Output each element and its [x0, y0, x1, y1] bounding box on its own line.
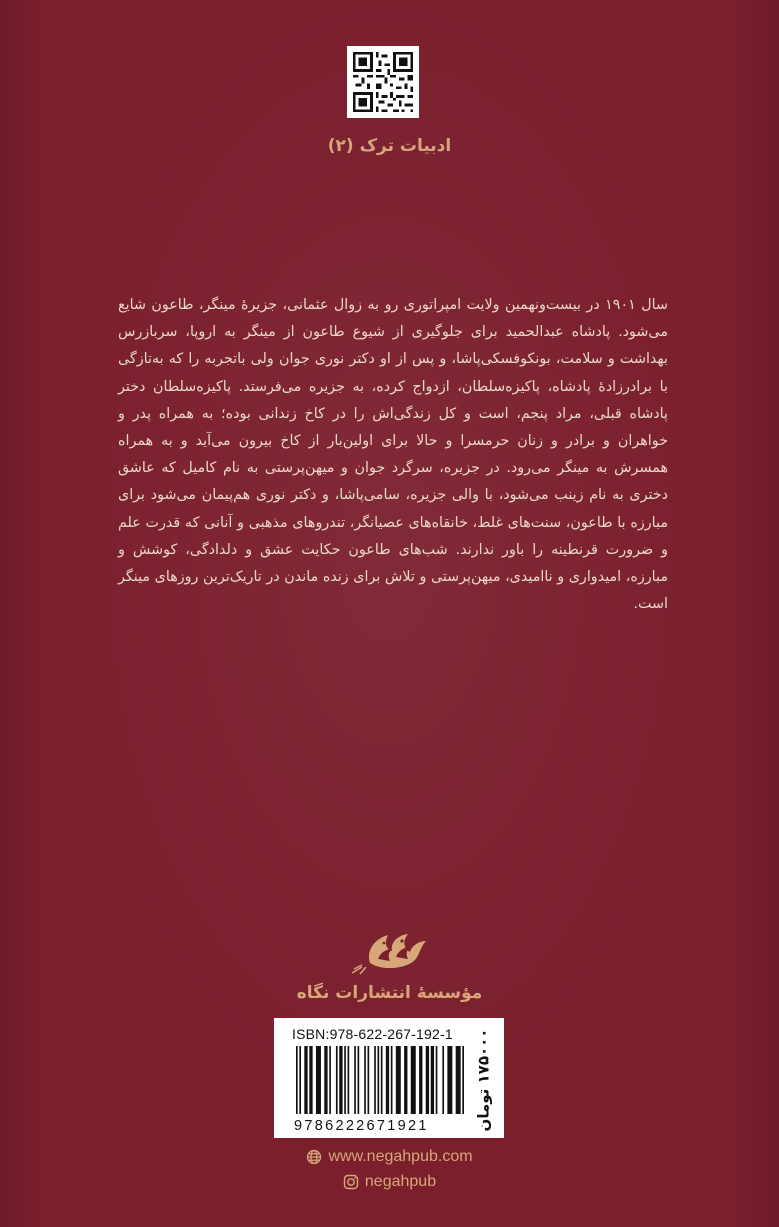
barcode-bar — [309, 1046, 312, 1114]
barcode-bar — [339, 1046, 342, 1114]
barcode-bar — [374, 1046, 376, 1114]
series-label: ادبیات ترک (۲) — [327, 136, 452, 156]
instagram-handle[interactable]: negahpub — [364, 1173, 437, 1190]
barcode-bar — [364, 1046, 366, 1114]
negah-logo-icon — [340, 925, 440, 975]
barcode-bar — [378, 1046, 380, 1114]
globe-icon — [306, 1149, 322, 1165]
barcode-bar — [296, 1046, 298, 1114]
barcode-bar — [426, 1046, 429, 1114]
website-line — [0, 1148, 779, 1166]
barcode-bar — [459, 1046, 461, 1114]
barcode-bar — [354, 1046, 356, 1114]
barcode-bar — [447, 1046, 452, 1114]
barcode-bar — [324, 1046, 327, 1114]
barcode-bar — [299, 1046, 301, 1114]
price-label — [468, 1028, 498, 1132]
barcode-bar — [411, 1046, 416, 1114]
barcode-digits: 9786222671921 — [294, 1118, 429, 1134]
barcode-bar — [431, 1046, 434, 1114]
instagram-line — [0, 1173, 779, 1191]
book-description: سال ۱۹۰۱ در بیست‌ونهمین ولایت امپراتوری رو به زوال عثمانی، جزیرهٔ مینگر، طاعون شایع می‌شود. پادشاه عبدالحمید برای جلوگیری از شیوع طاعون از مینگر به اروپا، سربازرس بهداشت و سلامت، بونکوفسکی‌پاشا، و پس از او دکتر نوری جوان ولی باتجربه را که به‌تازگی با برادرزادهٔ پادشاه، پاکیزه‌سلطان، ازدواج کرده، به جزیره می‌فرستد. پاکیزه‌سلطان دختر پادشاه قبلی، مراد پنجم، است و کل زندگی‌اش را در کاخ زندانی بوده؛ به همراه پدر و خواهران و برادر و زنان حرمسرا و حالا برای اولین‌بار از کاخ بیرون می‌آید و به همراه همسرش به مینگر می‌رود. در جزیره، سرگرد جوان و میهن‌پرستی به نام کامیل که عاشق دختری به نام زینب می‌شود، با والی جزیره، سامی‌پاشا، و دکتر نوری هم‌پیمان می‌شود برای مبارزه با طاعون، سنت‌های غلط، خانقاه‌های عصیانگر، تندروهای مذهبی و آنانی که قدرت علم و ضرورت قرنطینه را باور ندارند. شب‌های طاعون حکایت عشق و دلدادگی، کوشش و مبارزه، امیدواری و ناامیدی، میهن‌پرستی و تلاش برای زنده ماندن در تاریک‌ترین روزهای مینگر است. — [118, 297, 668, 613]
barcode-bar — [336, 1046, 338, 1114]
barcode-bar — [462, 1046, 464, 1114]
barcode-bar — [386, 1046, 389, 1114]
barcode-bar — [381, 1046, 383, 1114]
barcode-icon — [294, 1046, 466, 1120]
barcode-bar — [358, 1046, 360, 1114]
qr-code-icon — [347, 46, 419, 118]
barcode-bar — [442, 1046, 444, 1114]
barcode-bar — [419, 1046, 422, 1114]
publisher-name: مؤسسهٔ انتشارات نگاه — [296, 983, 483, 1003]
barcode-bar — [456, 1046, 459, 1114]
barcode-bar — [329, 1046, 331, 1114]
barcode-bar — [436, 1046, 438, 1114]
barcode-bar — [304, 1046, 307, 1114]
instagram-icon — [343, 1174, 359, 1190]
barcode-bar — [368, 1046, 370, 1114]
barcode-bar — [344, 1046, 346, 1114]
price-text: ۱۷۵۰۰۰ تومان — [474, 1028, 493, 1132]
barcode-bar — [348, 1046, 350, 1114]
barcode-bar — [391, 1046, 393, 1114]
barcode-bar — [316, 1046, 321, 1114]
barcode-bar — [396, 1046, 401, 1114]
isbn-text: ISBN:978-622-267-192-1 — [292, 1026, 453, 1042]
barcode-label — [274, 1018, 504, 1138]
website-link[interactable]: www.negahpub.com — [328, 1148, 473, 1165]
barcode-bar — [404, 1046, 407, 1114]
